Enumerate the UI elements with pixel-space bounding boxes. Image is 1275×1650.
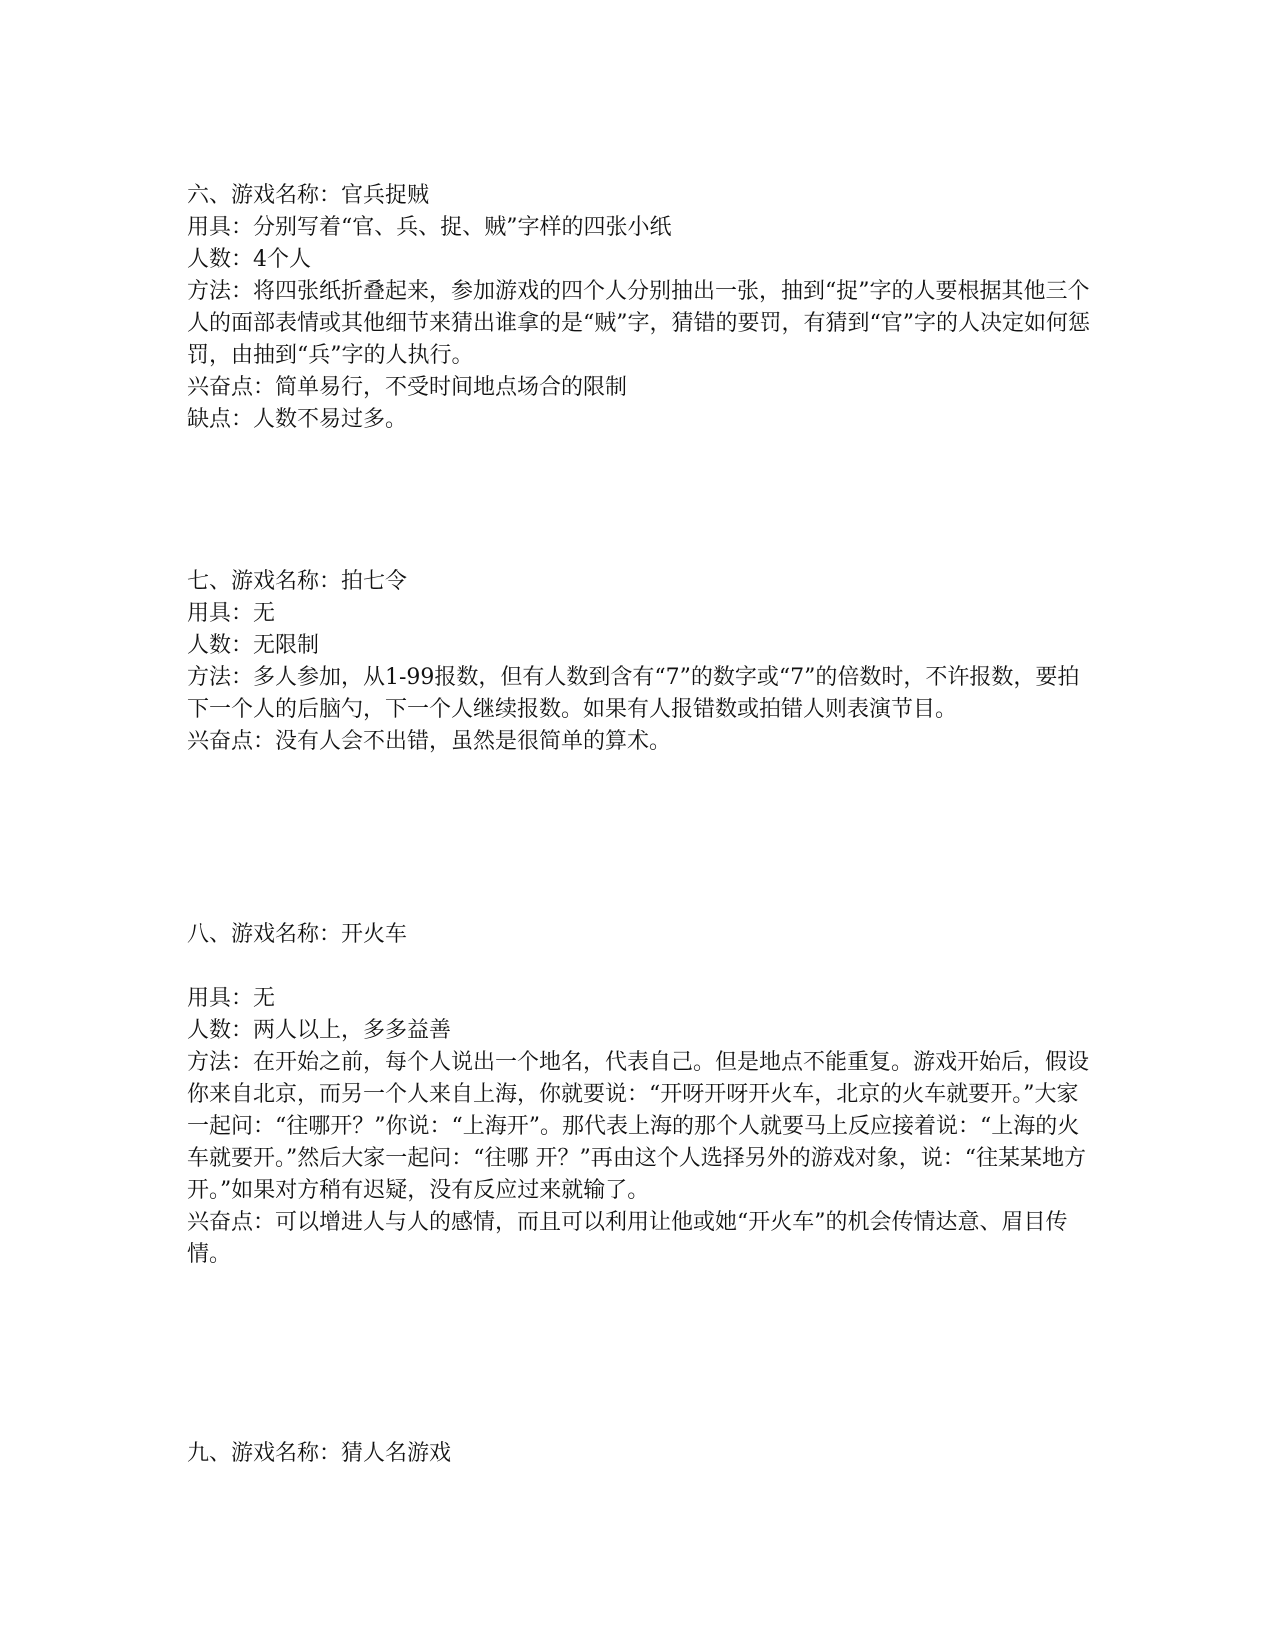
tools-line: 用具：无 — [187, 601, 276, 626]
highlight-line: 兴奋点：可以增进人与人的感情，而且可以利用让他或她“开火车”的机会传情达意、眉目传情。 — [187, 1210, 1068, 1267]
game-section-9 — [187, 1438, 1092, 1470]
section-title: 八、游戏名称：开火车 — [187, 922, 408, 947]
section-title: 六、游戏名称：官兵捉贼 — [187, 183, 430, 208]
tools-line: 用具：无 — [187, 986, 276, 1011]
highlight-line: 兴奋点：没有人会不出错，虽然是很简单的算术。 — [187, 729, 672, 754]
section-title: 七、游戏名称：拍七令 — [187, 569, 408, 594]
tools-line: 用具：分别写着“官、兵、捉、贼”字样的四张小纸 — [187, 215, 672, 240]
players-line: 人数：两人以上，多多益善 — [187, 1018, 452, 1043]
drawback-line: 缺点：人数不易过多。 — [187, 407, 408, 432]
highlight-line: 兴奋点：简单易行，不受时间地点场合的限制 — [187, 375, 628, 400]
method-paragraph: 方法：将四张纸折叠起来，参加游戏的四个人分别抽出一张，抽到“捉”字的人要根据其他三个人的面部表情或其他细节来猜出谁拿的是“贼”字，猜错的要罚，有猜到“官”字的人决定如何惩罚，由抽到“兵”字的人执行。 — [187, 279, 1090, 368]
game-section-8 — [187, 919, 1092, 1271]
game-section-7 — [187, 566, 1092, 758]
players-line: 人数：4个人 — [187, 247, 311, 272]
game-section-6 — [187, 180, 1092, 436]
players-line: 人数：无限制 — [187, 633, 320, 658]
method-paragraph: 方法：多人参加，从1-99报数，但有人数到含有“7”的数字或“7”的倍数时，不许报数，要拍下一个人的后脑勺，下一个人继续报数。如果有人报错数或拍错人则表演节目。 — [187, 665, 1080, 722]
blank-line — [187, 951, 1092, 983]
method-paragraph: 方法：在开始之前，每个人说出一个地名，代表自己。但是地点不能重复。游戏开始后，假设你来自北京，而另一个人来自上海，你就要说：“开呀开呀开火车，北京的火车就要开。”大家一起问：“往哪开？”你说：“上海开”。那代表上海的那个人就要马上反应接着说：“上海的火车就要开。”然后大家一起问：“往哪 开？”再由这个人选择另外的游戏对象，说：“往某某地方开。”如果对方稍有迟疑，没有反应过来就输了。 — [187, 1050, 1090, 1203]
section-title: 九、游戏名称：猜人名游戏 — [187, 1441, 452, 1466]
